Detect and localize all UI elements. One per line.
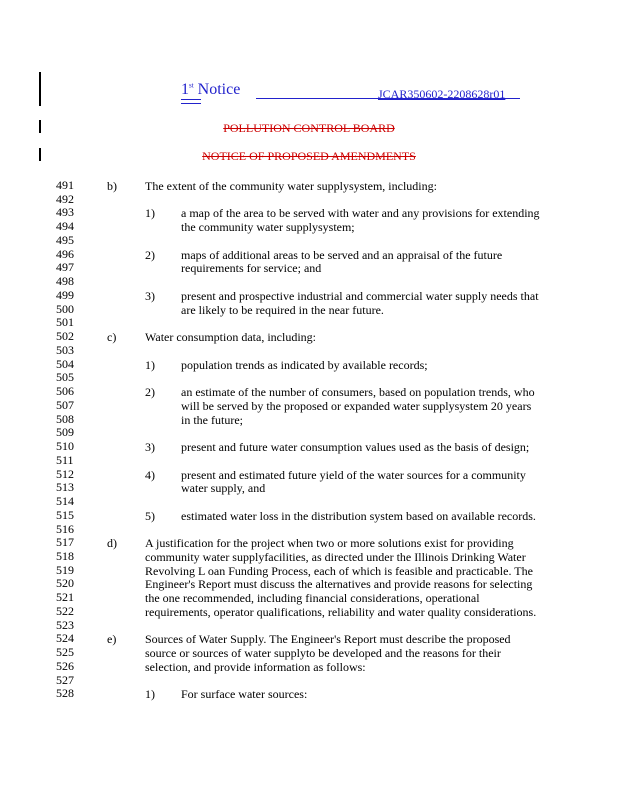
line-number: 524 (56, 631, 74, 646)
body-line: present and estimated future yield of the water sources for a community (181, 467, 526, 482)
body-line: the one recommended, including financial considerations, operational (145, 591, 480, 606)
body-line: The extent of the community water supplysystem, including: (145, 179, 437, 193)
line-number: 493 (56, 205, 74, 220)
line-number: 506 (56, 384, 74, 399)
body-line: A justification for the project when two or more solutions exist for providing (145, 536, 514, 551)
body-line: community water supplyfacilities, as directed under the Illinois Drinking Water (145, 549, 526, 564)
line-number: 492 (56, 191, 74, 206)
line-number: 500 (56, 301, 74, 316)
line-number: 512 (56, 466, 74, 481)
line-number: 504 (56, 356, 74, 371)
item-marker: 1) (145, 687, 155, 702)
line-number: 528 (56, 686, 74, 701)
line-number: 496 (56, 246, 74, 261)
line-number: 516 (56, 521, 74, 536)
body-line: in the future; (181, 412, 243, 427)
item-marker: 4) (145, 467, 155, 482)
body-line: present and prospective industrial and commercial water supply needs that (181, 288, 539, 303)
line-number: 520 (56, 576, 74, 591)
line-number: 491 (56, 178, 74, 192)
item-marker: d) (107, 536, 117, 551)
item-marker: 5) (145, 508, 155, 523)
board-header: POLLUTION CONTROL BOARD (223, 121, 395, 135)
line-number: 499 (56, 287, 74, 302)
body-line: Engineer's Report must discuss the alternatives and provide reasons for selecting (145, 577, 533, 592)
line-number: 510 (56, 439, 74, 454)
item-marker: 3) (145, 440, 155, 455)
body-line: population trends as indicated by available records; (181, 357, 428, 372)
line-number: 519 (56, 562, 74, 577)
body-line: requirements, operator qualifications, reliability and water quality considerations. (145, 604, 537, 619)
body-line: maps of additional areas to be served and an appraisal of the future (181, 247, 503, 262)
item-marker: c) (107, 330, 117, 345)
item-marker: 2) (145, 247, 155, 262)
body-line: source or sources of water supplyto be developed and the reasons for their (145, 646, 501, 661)
line-number: 507 (56, 397, 74, 412)
line-number: 515 (56, 507, 74, 522)
line-number: 501 (56, 315, 74, 330)
body-line: a map of the area to be served with water and any provisions for extending (181, 206, 540, 221)
body-line: estimated water loss in the distribution system based on available records. (181, 508, 536, 523)
body-line: requirements for service; and (181, 261, 322, 276)
notice-header: NOTICE OF PROPOSED AMENDMENTS (202, 149, 416, 163)
line-number: 525 (56, 645, 74, 660)
line-number: 511 (56, 452, 74, 467)
body-line: present and future water consumption values used as the basis of design; (181, 440, 530, 455)
body-line: Water consumption data, including: (145, 330, 316, 345)
line-number: 521 (56, 590, 74, 605)
item-marker: e) (107, 632, 117, 647)
body-line: water supply, and (181, 481, 266, 496)
item-marker: b) (107, 179, 117, 193)
line-number: 523 (56, 617, 74, 632)
notice-underline-double (181, 99, 201, 104)
item-marker: 3) (145, 288, 155, 303)
body-line: Revolving L oan Funding Process, each of which is feasible and practicable. The (145, 563, 533, 578)
item-marker: 1) (145, 206, 155, 221)
line-number: 497 (56, 260, 74, 275)
item-marker: 2) (145, 385, 155, 400)
line-number: 514 (56, 494, 74, 509)
line-number: 513 (56, 480, 74, 495)
line-number: 509 (56, 425, 74, 440)
notice-id: JCAR350602-2208628r01 (378, 87, 506, 101)
line-number: 518 (56, 548, 74, 563)
notice-title: 1st Notice (181, 81, 241, 98)
line-number: 503 (56, 342, 74, 357)
item-marker: 1) (145, 357, 155, 372)
line-number: 517 (56, 535, 74, 550)
body-line: Sources of Water Supply. The Engineer's Report must describe the proposed (145, 632, 511, 647)
body-line: are likely to be required in the near future. (181, 302, 384, 317)
line-number: 494 (56, 219, 74, 234)
line-number: 508 (56, 411, 74, 426)
line-number: 522 (56, 603, 74, 618)
change-bar (39, 72, 41, 106)
line-number: 526 (56, 658, 74, 673)
line-number: 495 (56, 232, 74, 247)
body-line: an estimate of the number of consumers, based on population trends, who (181, 385, 535, 400)
line-number: 527 (56, 672, 74, 687)
line-number: 498 (56, 274, 74, 289)
body-line: selection, and provide information as follows: (145, 659, 366, 674)
body-line: For surface water sources: (181, 687, 308, 702)
body-line: the community water supplysystem; (181, 220, 355, 235)
body-line: will be served by the proposed or expanded water supplysystem 20 years (181, 398, 532, 413)
line-number: 505 (56, 370, 74, 385)
line-number: 502 (56, 329, 74, 344)
